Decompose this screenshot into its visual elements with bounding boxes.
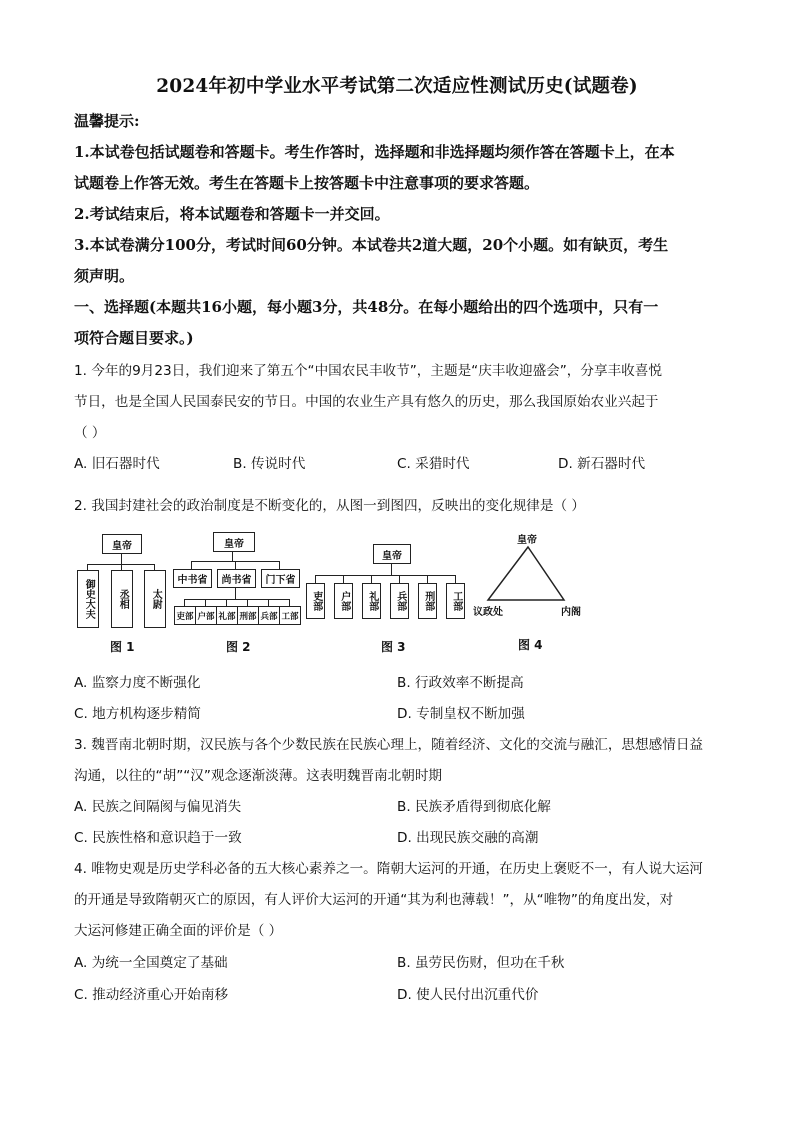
- q1-option-a[interactable]: A. 旧石器时代: [74, 456, 160, 472]
- q1-text-line-3: （ ）: [74, 425, 106, 441]
- q2-option-b[interactable]: B. 行政效率不断提高: [397, 675, 524, 691]
- fig1-caption: 图 1: [110, 640, 135, 654]
- q2-option-c[interactable]: C. 地方机构逐步精简: [74, 706, 201, 722]
- fig2-bottom-3: 礼部: [216, 606, 238, 625]
- q4-option-b[interactable]: B. 虽劳民伤财，但功在千秋: [397, 955, 565, 971]
- q3-text-line-1: 3. 魏晋南北朝时期，汉民族与各个少数民族在民族心理上，随着经济、文化的交流与融汇，思想感情日益: [74, 737, 704, 753]
- fig2-bottom-2: 户部: [195, 606, 217, 625]
- q4-text-line-3: 大运河修建正确全面的评价是（ ）: [74, 923, 283, 939]
- q1-option-b[interactable]: B. 传说时代: [233, 456, 306, 472]
- q1-option-c[interactable]: C. 采猎时代: [397, 456, 470, 472]
- tip-line-4: 3.本试卷满分100分，考试时间60分钟。本试卷共2道大题，20个小题。如有缺页，考生: [74, 236, 669, 254]
- q1-option-d[interactable]: D. 新石器时代: [558, 456, 646, 472]
- q1-text-line-1: 1. 今年的9月23日，我们迎来了第五个“中国农民丰收节”，主题是“庆丰收迎盛会”，分享丰收喜悦: [74, 363, 662, 379]
- fig3-caption: 图 3: [381, 640, 406, 654]
- fig2-bottom-4: 刑部: [237, 606, 259, 625]
- fig3-item-3: 礼部: [362, 583, 381, 619]
- fig2-mid-2: 尚书省: [217, 569, 256, 588]
- q4-option-a[interactable]: A. 为统一全国奠定了基础: [74, 955, 228, 971]
- q4-option-c[interactable]: C. 推动经济重心开始南移: [74, 987, 229, 1003]
- fig4-emperor: 皇帝: [517, 535, 537, 546]
- q4-text-line-2: 的开通是导致隋朝灭亡的原因，有人评价大运河的开通“其为利也薄载！”，从“唯物”的角度出发，对: [74, 892, 674, 908]
- fig2-bottom-6: 工部: [279, 606, 301, 625]
- fig2-caption: 图 2: [226, 640, 251, 654]
- q1-text-line-2: 节日，也是全国人民国泰民安的节日。中国的农业生产具有悠久的历史，那么我国原始农业兴起于: [74, 394, 659, 410]
- fig3-item-4: 兵部: [390, 583, 409, 619]
- fig3-item-2: 户部: [334, 583, 353, 619]
- tip-line-1: 1.本试卷包括试题卷和答题卡。考生作答时，选择题和非选择题均须作答在答题卡上，在本: [74, 143, 675, 161]
- fig1-item-3: 太尉: [144, 570, 166, 628]
- q4-option-d[interactable]: D. 使人民付出沉重代价: [397, 987, 539, 1003]
- fig3-item-1: 吏部: [306, 583, 325, 619]
- fig2-bottom-1: 吏部: [174, 606, 196, 625]
- q3-option-d[interactable]: D. 出现民族交融的高潮: [397, 830, 539, 846]
- q3-option-a[interactable]: A. 民族之间隔阂与偏见消失: [74, 799, 242, 815]
- fig1-emperor-box: 皇帝: [102, 534, 142, 554]
- fig4-caption: 图 4: [518, 638, 543, 652]
- q3-option-c[interactable]: C. 民族性格和意识趋于一致: [74, 830, 242, 846]
- tip-line-2: 试题卷上作答无效。考生在答题卡上按答题卡中注意事项的要求答题。: [74, 174, 540, 192]
- q3-text-line-2: 沟通，以往的“胡”“汉”观念逐渐淡薄。这表明魏晋南北朝时期: [74, 768, 443, 784]
- section-heading-line-2: 项符合题目要求。): [74, 329, 194, 347]
- q2-option-a[interactable]: A. 监察力度不断强化: [74, 675, 201, 691]
- q2-option-d[interactable]: D. 专制皇权不断加强: [397, 706, 525, 722]
- fig2-emperor-box: 皇帝: [213, 532, 255, 552]
- tip-line-3: 2.考试结束后，将本试题卷和答题卡一并交回。: [74, 205, 390, 223]
- q2-text: 2. 我国封建社会的政治制度是不断变化的，从图一到图四，反映出的变化规律是（ ）: [74, 498, 585, 514]
- fig3-item-6: 工部: [446, 583, 465, 619]
- tips-heading: 温馨提示:: [74, 112, 140, 130]
- fig2-bottom-5: 兵部: [258, 606, 280, 625]
- fig3-item-5: 刑部: [418, 583, 437, 619]
- fig4-left-label: 议政处: [473, 607, 503, 618]
- tip-line-5: 须声明。: [74, 267, 135, 285]
- fig2-mid-1: 中书省: [173, 569, 212, 588]
- fig1-item-1: 御史大夫: [77, 570, 99, 628]
- q4-text-line-1: 4. 唯物史观是历史学科必备的五大核心素养之一。隋朝大运河的开通，在历史上褒贬不一，有人说大运河: [74, 861, 704, 877]
- fig1-item-2: 丞相: [111, 570, 133, 628]
- fig3-emperor-box: 皇帝: [373, 544, 411, 564]
- fig4-triangle: [484, 545, 568, 603]
- fig2-mid-3: 门下省: [261, 569, 300, 588]
- section-heading-line-1: 一、选择题(本题共16小题，每小题3分，共48分。在每小题给出的四个选项中，只有一: [74, 298, 659, 316]
- q3-option-b[interactable]: B. 民族矛盾得到彻底化解: [397, 799, 551, 815]
- page-title: 2024年初中学业水平考试第二次适应性测试历史(试题卷): [156, 76, 638, 97]
- fig4-right-label: 内阁: [561, 607, 581, 618]
